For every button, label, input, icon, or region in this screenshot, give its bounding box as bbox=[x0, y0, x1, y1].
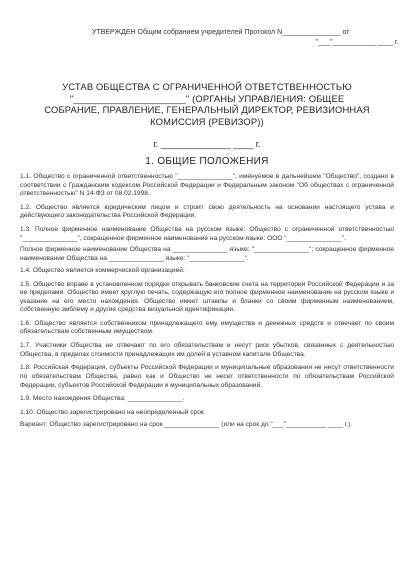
paragraph-1-2: 1.2. Общество является юридическим лицом и строит свою деятельность на основании настоящего устава и действующего законодательства Российской Федерации. bbox=[20, 203, 394, 220]
paragraph-1-10: 1.10. Общество зарегистрировано на неопределенный срок. bbox=[20, 409, 206, 417]
paragraph-1-7: 1.7. Участники Общества не отвечают по его обязательствам и несут риск убытков, связанных с деятельностью Общества, в пределах стоимости принадлежащих им долей в уставном капитале Общества. bbox=[20, 342, 394, 358]
charter-title-line-3: СОБРАНИЕ, ПРАВЛЕНИЕ, ГЕНЕРАЛЬНЫЙ ДИРЕКТОР, РЕВИЗИОННАЯ bbox=[44, 104, 370, 116]
approval-line-2: "___"___________ ____ г. bbox=[316, 39, 399, 46]
paragraph-1-3: 1.3. Полное фирменное наименование Общества на русском языке: Общество с ограниченной ответственностью "_______________", сокращенное фирменное наименование на русском языке: ООО "_______________". bbox=[20, 226, 394, 242]
charter-title bbox=[20, 81, 394, 127]
paragraph-1-5: 1.5. Общество вправе в установленном порядке открывать банковские счета на территории Российской Федерации и за ее пределами. Общество имеет круглую печать, содержащую его полное фирменное наименование на русском языке и указание на его место нахождения. Общество имеет штампы и бланки со своим фирменным наименованием, собственную эмблему и другие средства визуальной идентификации. bbox=[20, 280, 394, 314]
paragraph-1-8: 1.8. Российская Федерация, субъекты Российской Федерации и муниципальные образования не несут ответственности по обязательствам Общества, равно как и Общество не несет ответственности по обязательствам Российской Федерации, субъектов Российской Федерации и муниципальных образований. bbox=[20, 364, 394, 389]
approval-stamp bbox=[92, 28, 399, 48]
charter-title-line-1: УСТАВ ОБЩЕСТВА С ОГРАНИЧЕННОЙ ОТВЕТСТВЕННОСТЬЮ bbox=[62, 81, 352, 92]
charter-title-line-4: КОМИССИЯ (РЕВИЗОР)) bbox=[150, 115, 264, 127]
paragraph-1-4: 1.4. Общество является коммерческой организацией. bbox=[20, 266, 185, 274]
paragraph-1-6: 1.6. Общество является собственником принадлежащего ему имущества и денежных средств и отвечает по своим обязательствам собственным имуществом. bbox=[20, 319, 394, 336]
paragraph-1-1: 1.1. Общество с ограниченной ответственностью "_______________", именуемое в дальнейшем "Общество", создано в соответствии с Гражданским кодексом Российской Федерации и Федеральным законом "Об обществах с ограниченной ответственностью" N 14-ФЗ от 08.02.1998. bbox=[20, 173, 394, 198]
charter-title-line-2: "_____________________" (ОРГАНЫ УПРАВЛЕНИЯ: ОБЩЕЕ bbox=[69, 92, 345, 104]
approval-line-1: УТВЕРЖДЕН Общим собранием учредителей Протокол N_______________ от bbox=[92, 29, 350, 36]
city-date-line: г. ______________ ____ г. bbox=[153, 139, 261, 149]
paragraph-variant: Вариант: Общество зарегистрировано на срок _______________ (или на срок до "___"___________ ____ г.). bbox=[20, 420, 353, 428]
paragraph-1-9: 1.9. Место нахождения Общества: _______________. bbox=[20, 395, 185, 403]
section-body bbox=[20, 173, 394, 434]
paragraph-foreign-name: Полное фирменное наименование Общества на _______________ языке: "_______________"; сокращенное фирменное наименование Общества на _______________ языке: "_______________". bbox=[20, 246, 394, 262]
section-title: 1. ОБЩИЕ ПОЛОЖЕНИЯ bbox=[145, 156, 269, 167]
